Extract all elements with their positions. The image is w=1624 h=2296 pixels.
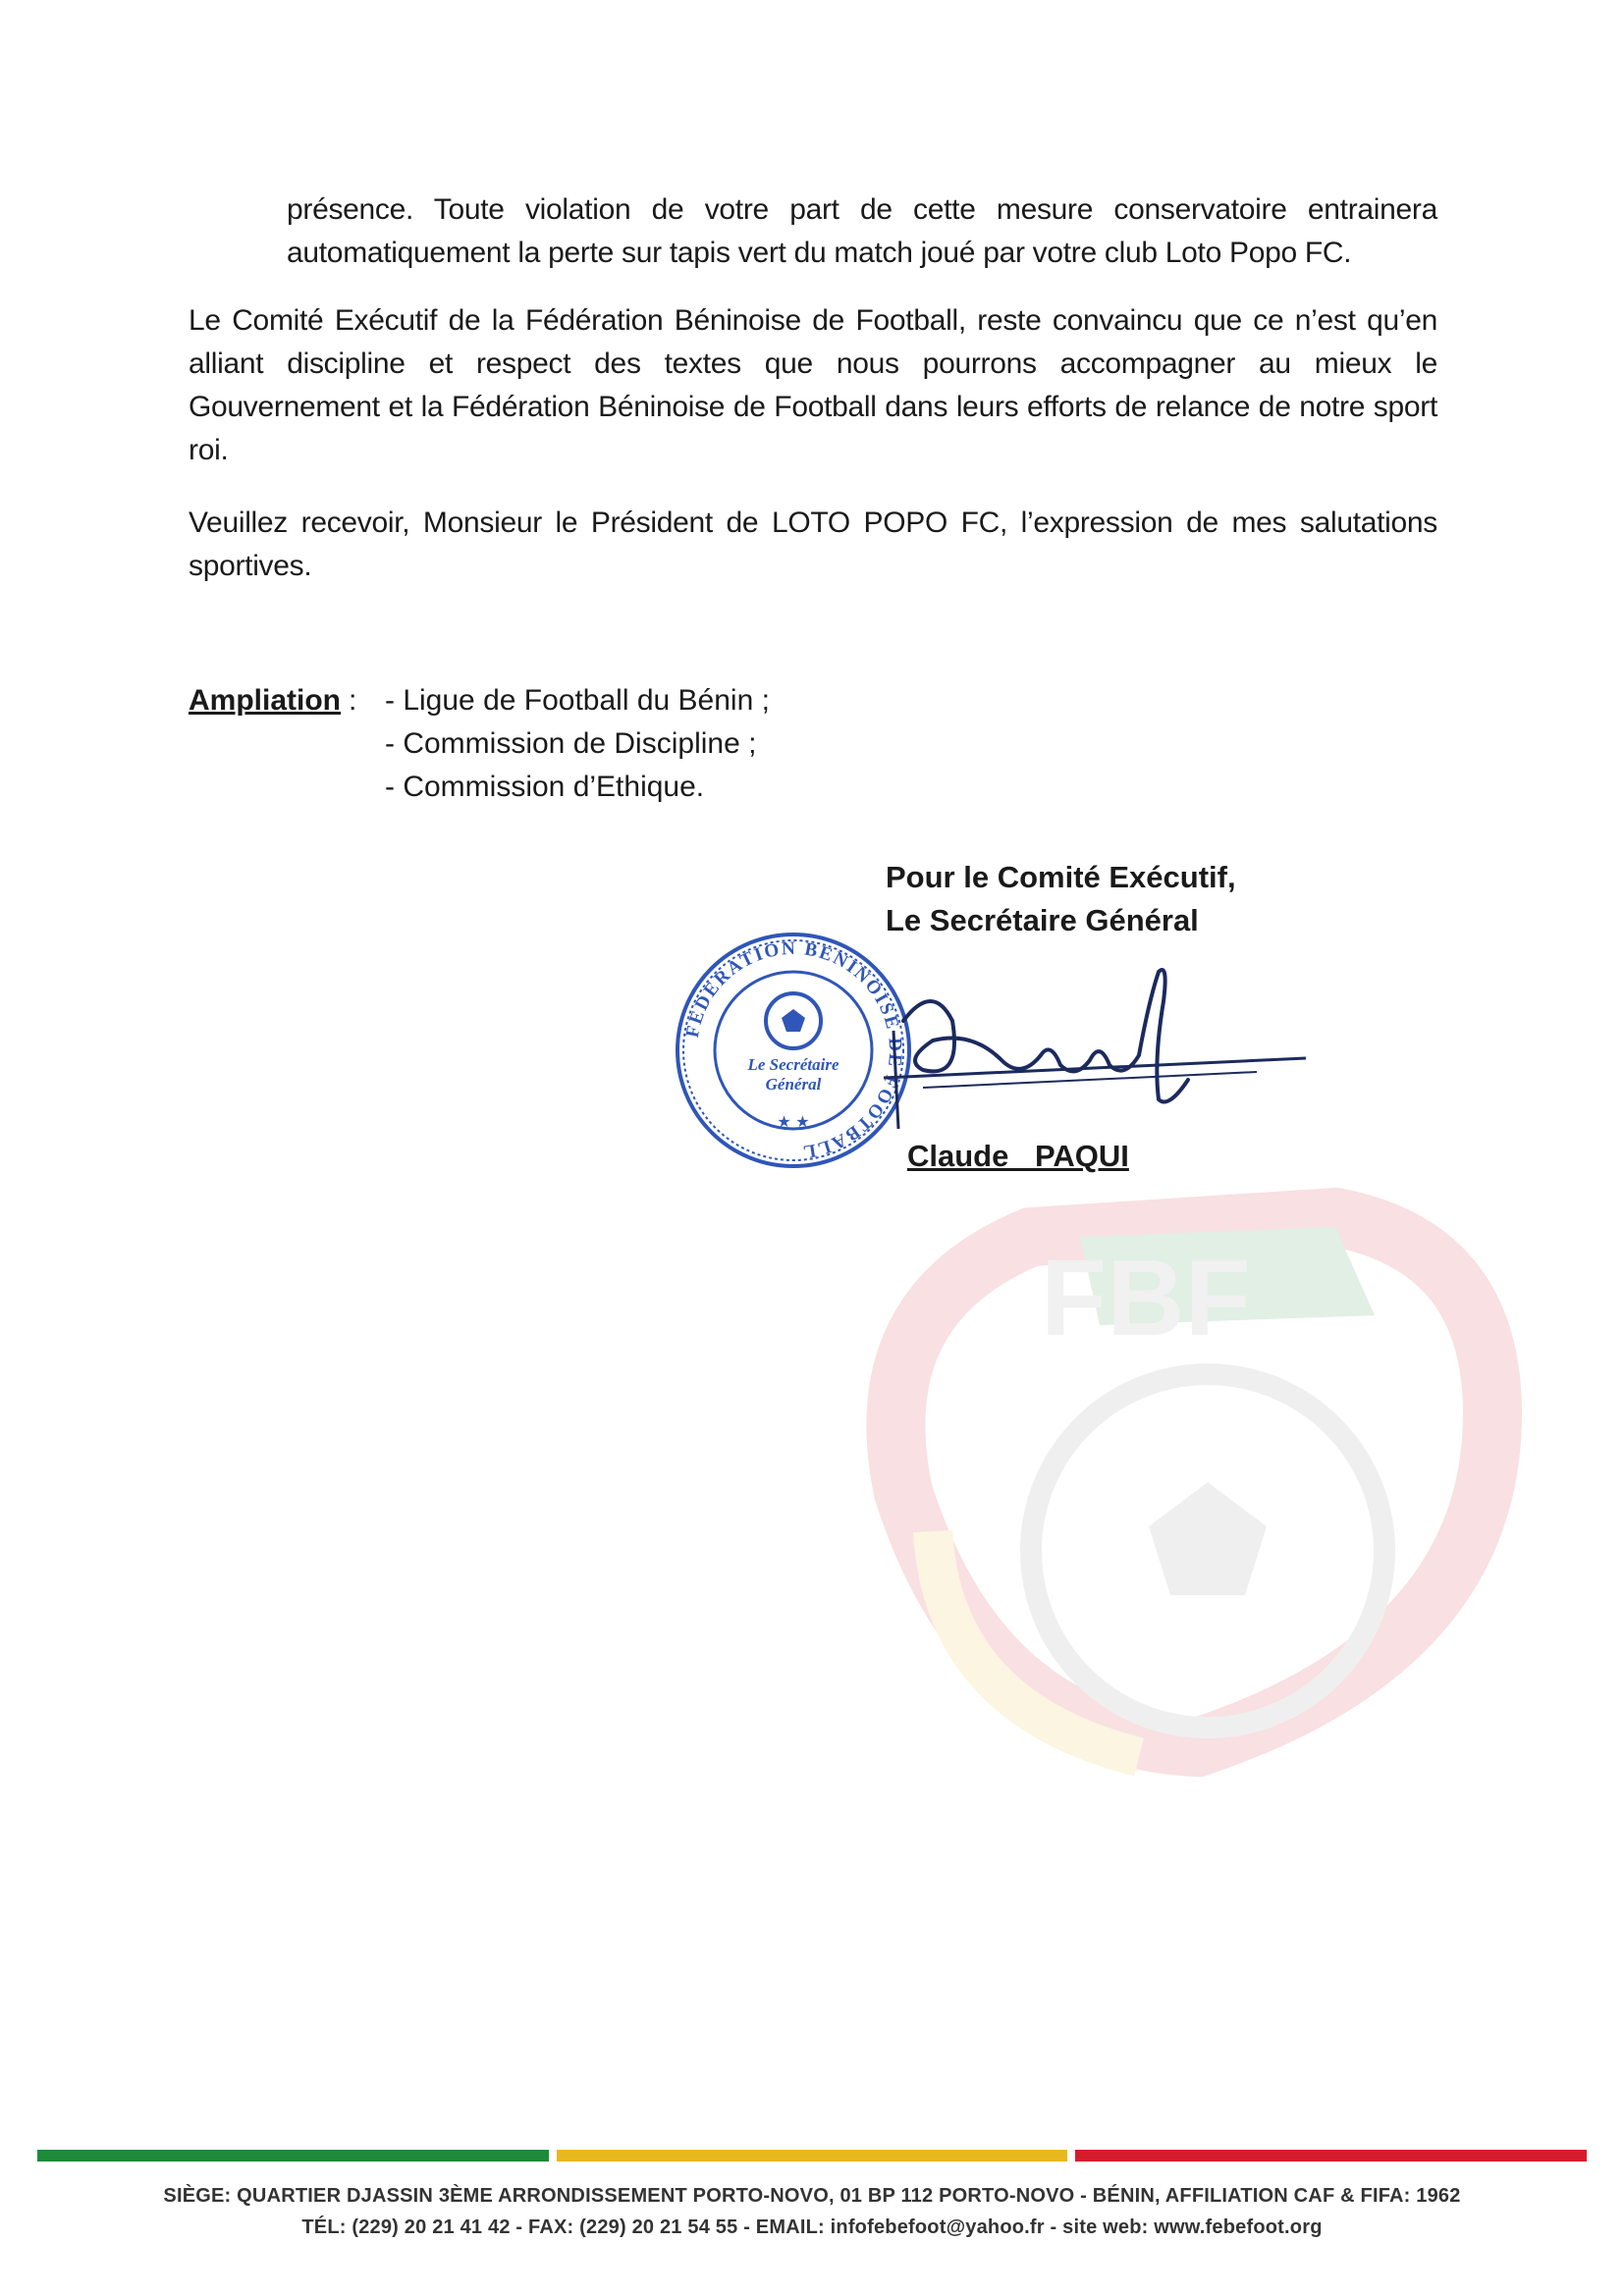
footer-address: SIÈGE: QUARTIER DJASSIN 3ÈME ARRONDISSEMENT PORTO-NOVO, 01 BP 112 PORTO-NOVO - BÉNIN, AFFILIATION CAF & FIFA: 1962	[163, 2185, 1461, 2207]
paragraph-salutations: Veuillez recevoir, Monsieur le Président de LOTO POPO FC, l’expression de mes salutations sportives.	[189, 507, 1437, 582]
ampliation-item: - Ligue de Football du Bénin ;	[385, 684, 770, 717]
footer-contact: TÉL: (229) 20 21 41 42 - FAX: (229) 20 21 54 55 - EMAIL: infofebefoot@yahoo.fr - site web: www.febefoot.org	[301, 2216, 1323, 2238]
ampliation-section	[189, 679, 770, 803]
paragraph-continuation: présence. Toute violation de votre part de cette mesure conservatoire entrainera automatiquement la perte sur tapis vert du match joué par votre club Loto Popo FC.	[287, 193, 1437, 269]
handwritten-signature	[864, 962, 1316, 1158]
ampliation-item: - Commission de Discipline ;	[385, 727, 757, 760]
ampliation-item: - Commission d’Ethique.	[385, 771, 705, 803]
signature-line-committee: Pour le Comité Exécutif,	[886, 860, 1236, 894]
stamp-star-icon: ★ ★	[777, 1114, 810, 1131]
footer-bar-red	[1075, 2150, 1587, 2162]
stamp-inner-line-1: Le Secrétaire	[747, 1055, 839, 1074]
footer-color-bars	[37, 2150, 1587, 2162]
signer-name: Claude PAQUI	[907, 1139, 1129, 1173]
footer-bar-yellow	[557, 2150, 1068, 2162]
ampliation-label: Ampliation	[189, 684, 341, 717]
ampliation-colon: :	[349, 684, 357, 717]
footer-bar-green	[37, 2150, 549, 2162]
watermark-text: FBF	[1041, 1238, 1251, 1359]
ampliation-list	[385, 679, 770, 809]
paragraph-conviction: Le Comité Exécutif de la Fédération Béninoise de Football, reste convaincu que ce n’est qu’en alliant discipline et respect des textes que nous pourrons accompagner au mieux le Gouvernement et la Fédération Béninoise de Football dans leurs efforts de relance de notre sport roi.	[189, 304, 1437, 466]
stamp-outer-text: FEDERATION BENINOISE DE FOOTBALL	[681, 937, 906, 1162]
football-icon	[766, 993, 821, 1048]
signature-block	[886, 856, 1236, 942]
signature-line-title: Le Secrétaire Général	[886, 903, 1199, 937]
stamp-inner-line-2: Général	[765, 1075, 822, 1094]
fbf-watermark-logo	[785, 1158, 1551, 1787]
